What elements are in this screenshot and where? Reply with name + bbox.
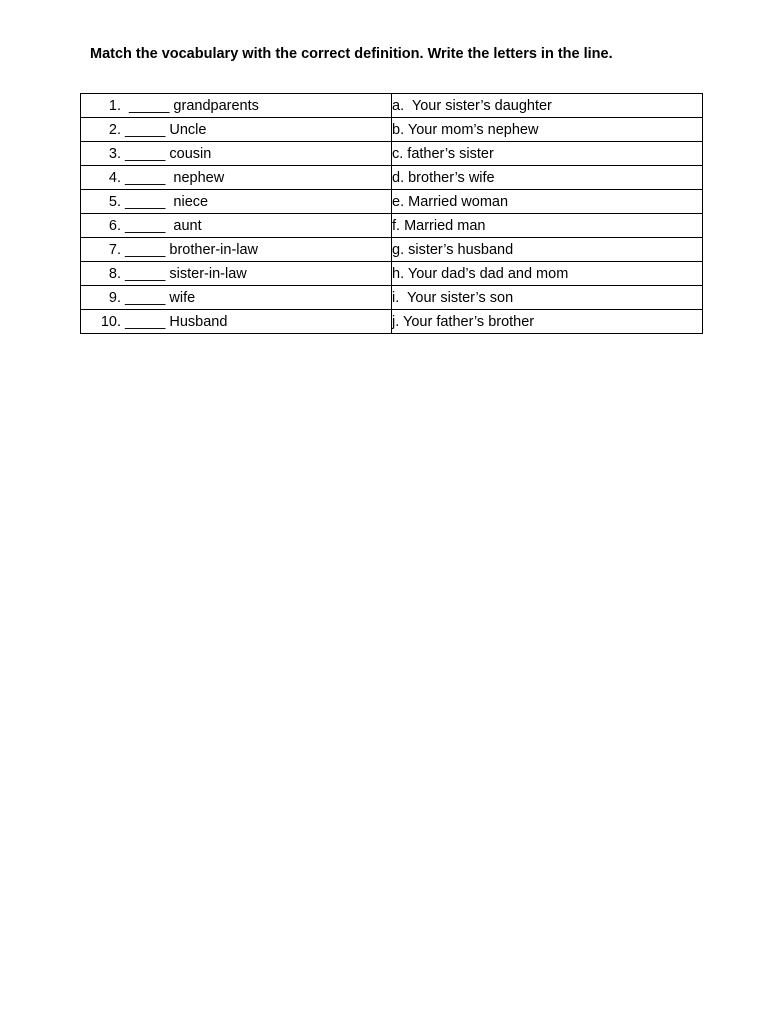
answer-blank[interactable]: _____ (121, 97, 174, 114)
item-number: 4. (108, 169, 121, 186)
vocabulary-word: sister-in-law (169, 265, 247, 282)
answer-blank[interactable]: _____ (121, 265, 170, 282)
item-number: 5. (108, 193, 121, 210)
vocabulary-word: aunt (173, 217, 202, 234)
vocabulary-cell (81, 262, 392, 286)
item-number: 3. (108, 145, 121, 162)
answer-blank[interactable]: _____ (121, 241, 170, 258)
answer-blank[interactable]: _____ (121, 289, 170, 306)
table-row (81, 118, 703, 142)
definition-cell: c. father’s sister (392, 142, 703, 166)
vocabulary-cell (81, 142, 392, 166)
vocabulary-cell (81, 94, 392, 118)
definition-cell: f. Married man (392, 214, 703, 238)
vocabulary-word: niece (173, 193, 209, 210)
vocabulary-word: brother-in-law (169, 241, 259, 258)
item-number: 10. (100, 313, 121, 330)
item-number: 6. (108, 217, 121, 234)
vocabulary-cell (81, 214, 392, 238)
vocabulary-cell (81, 238, 392, 262)
vocabulary-cell (81, 310, 392, 334)
definition-cell: h. Your dad’s dad and mom (392, 262, 703, 286)
answer-blank[interactable]: _____ (121, 145, 170, 162)
item-number: 2. (108, 121, 121, 138)
vocabulary-cell (81, 118, 392, 142)
vocabulary-cell (81, 286, 392, 310)
table-row (81, 262, 703, 286)
answer-blank[interactable]: _____ (121, 193, 174, 210)
item-number: 7. (108, 241, 121, 258)
vocabulary-word: cousin (169, 145, 212, 162)
item-number: 8. (108, 265, 121, 282)
vocabulary-word: wife (169, 289, 196, 306)
definition-cell: g. sister’s husband (392, 238, 703, 262)
definition-cell: i. Your sister’s son (392, 286, 703, 310)
vocabulary-cell (81, 190, 392, 214)
table-row (81, 94, 703, 118)
definition-cell: j. Your father’s brother (392, 310, 703, 334)
table-row (81, 142, 703, 166)
item-number: 1. (108, 97, 121, 114)
table-row (81, 214, 703, 238)
definition-cell: e. Married woman (392, 190, 703, 214)
table-row (81, 286, 703, 310)
vocabulary-word: nephew (173, 169, 225, 186)
vocabulary-word: Uncle (169, 121, 207, 138)
table-row (81, 190, 703, 214)
matching-table (80, 93, 703, 334)
answer-blank[interactable]: _____ (121, 313, 170, 330)
vocabulary-word: Husband (169, 313, 228, 330)
answer-blank[interactable]: _____ (121, 217, 174, 234)
table-row (81, 310, 703, 334)
matching-table-body (81, 94, 703, 334)
definition-cell: a. Your sister’s daughter (392, 94, 703, 118)
answer-blank[interactable]: _____ (121, 169, 174, 186)
table-row (81, 238, 703, 262)
table-row (81, 166, 703, 190)
definition-cell: b. Your mom’s nephew (392, 118, 703, 142)
worksheet-instructions: Match the vocabulary with the correct definition. Write the letters in the line. (90, 46, 613, 62)
vocabulary-cell (81, 166, 392, 190)
definition-cell: d. brother’s wife (392, 166, 703, 190)
answer-blank[interactable]: _____ (121, 121, 170, 138)
item-number: 9. (108, 289, 121, 306)
vocabulary-word: grandparents (173, 97, 259, 114)
